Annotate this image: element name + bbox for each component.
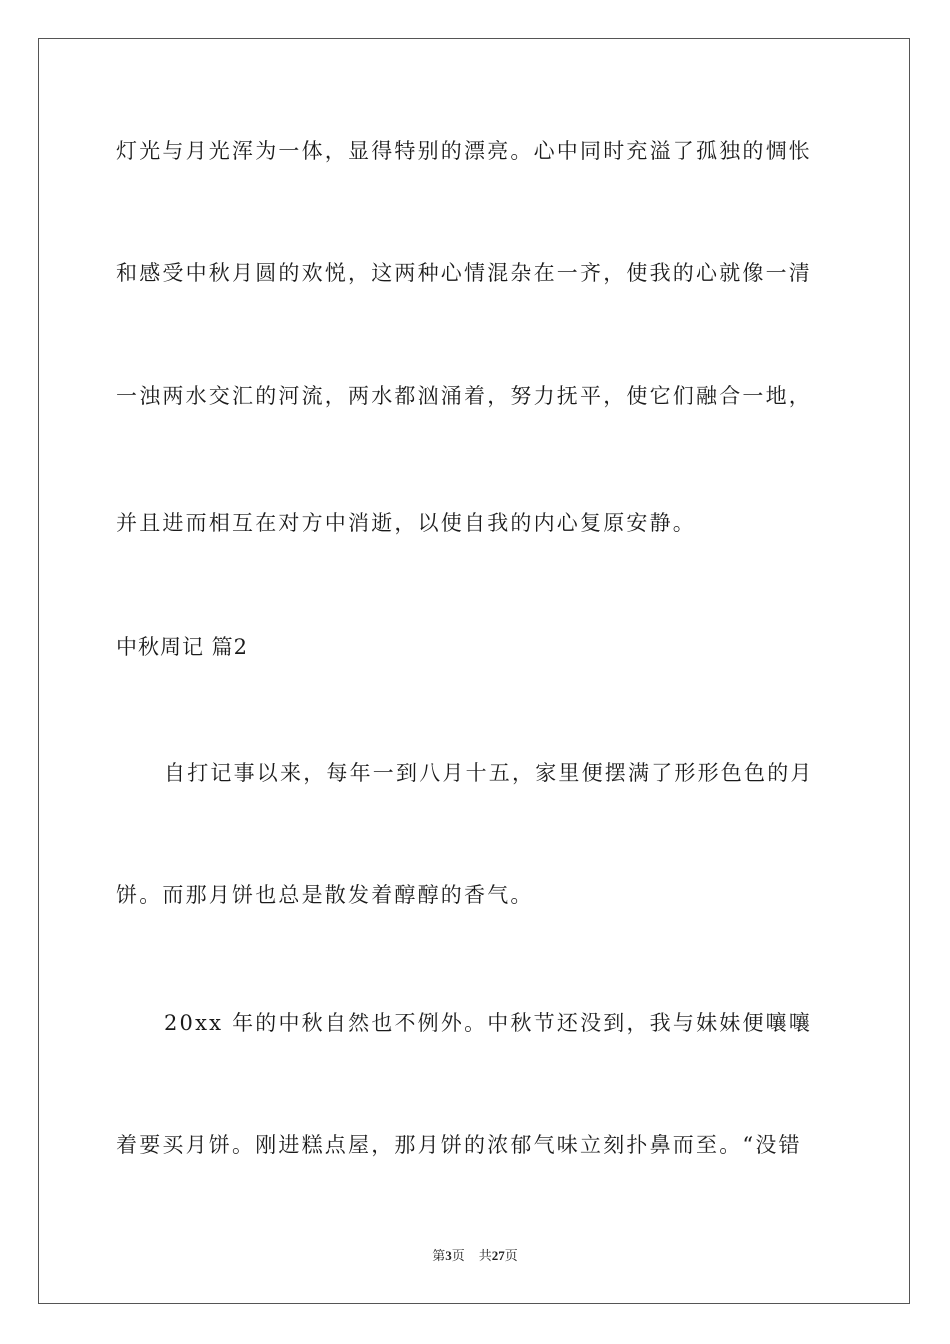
section-heading: 中秋周记 篇2 xyxy=(116,635,249,659)
paragraph3-line-2: 着要买月饼。刚进糕点屋，那月饼的浓郁气味立刻扑鼻而至。“没错 xyxy=(116,1133,802,1157)
body-line-1: 灯光与月光浑为一体，显得特别的漂亮。心中同时充溢了孤独的惆怅 xyxy=(116,139,812,163)
footer-total-suffix: 页 xyxy=(504,1248,518,1263)
paragraph3-line-1: 20xx 年的中秋自然也不例外。中秋节还没到，我与妹妹便嚷嚷 xyxy=(164,1011,813,1035)
body-line-4: 并且进而相互在对方中消逝，以使自我的内心复原安静。 xyxy=(116,511,696,535)
footer-total-pages: 27 xyxy=(491,1248,505,1263)
page-border xyxy=(38,38,910,1304)
footer-page-suffix: 页 xyxy=(451,1248,465,1263)
footer-page-number: 3 xyxy=(445,1248,452,1263)
page-footer xyxy=(0,1245,950,1264)
paragraph2-line-1: 自打记事以来，每年一到八月十五，家里便摆满了形形色色的月 xyxy=(164,761,814,785)
paragraph2-line-2: 饼。而那月饼也总是散发着醇醇的香气。 xyxy=(116,883,534,907)
footer-page-prefix: 第 xyxy=(432,1248,446,1263)
body-line-2: 和感受中秋月圆的欢悦，这两种心情混杂在一齐，使我的心就像一清 xyxy=(116,261,812,285)
footer-total-prefix: 共 xyxy=(478,1248,492,1263)
body-line-3: 一浊两水交汇的河流，两水都汹涌着，努力抚平，使它们融合一地， xyxy=(116,384,812,408)
